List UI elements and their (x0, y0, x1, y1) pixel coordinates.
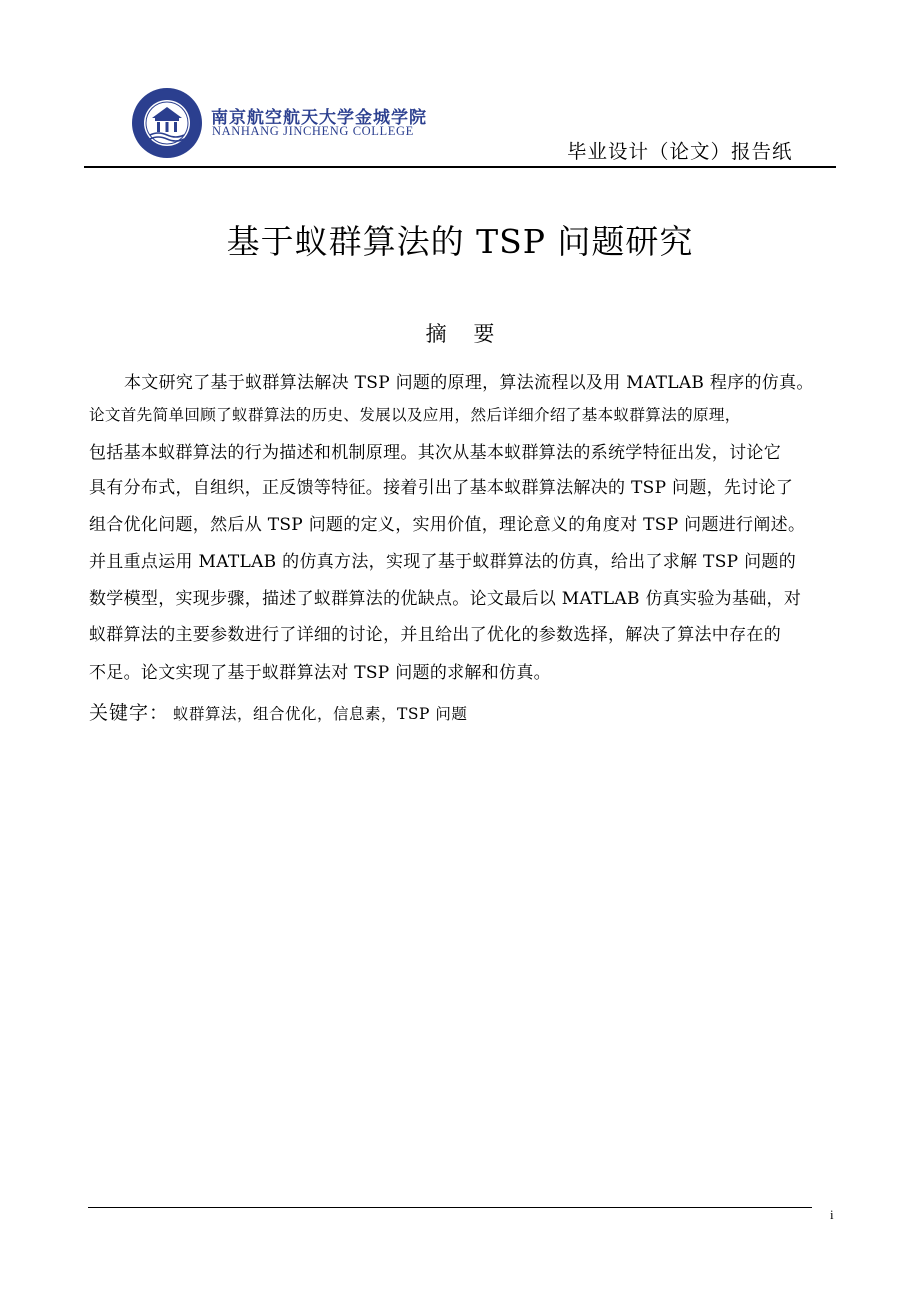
abstract-line: 不足。论文实现了基于蚁群算法对 TSP 问题的求解和仿真。 (89, 663, 551, 683)
report-label: 毕业设计（论文）报告纸 (567, 140, 793, 163)
abstract-line: 组合优化问题，然后从 TSP 问题的定义，实用价值，理论意义的角度对 TSP 问题进行阐述。 (89, 515, 806, 535)
keywords (89, 698, 467, 725)
page-header (0, 0, 920, 170)
school-name-en: NANHANG JINCHENG COLLEGE (212, 124, 414, 138)
abstract-line: 具有分布式，自组织，正反馈等特征。接着引出了基本蚁群算法解决的 TSP 问题，先讨论了 (89, 478, 794, 498)
abstract-line: 本文研究了基于蚁群算法解决 TSP 问题的原理，算法流程以及用 MATLAB 程序的仿真。 (124, 373, 814, 393)
abstract-line: 包括基本蚁群算法的行为描述和机制原理。其次从基本蚁群算法的系统学特征出发，讨论它 (89, 443, 781, 463)
footer-divider (88, 1207, 812, 1208)
abstract-line: 数学模型，实现步骤，描述了蚁群算法的优缺点。论文最后以 MATLAB 仿真实验为基础，对 (89, 589, 802, 609)
college-seal-icon (132, 88, 202, 158)
abstract-line: 蚁群算法的主要参数进行了详细的讨论，并且给出了优化的参数选择，解决了算法中存在的 (89, 625, 781, 645)
page-number: i (830, 1207, 834, 1222)
document-title: 基于蚁群算法的 TSP 问题研究 (226, 222, 694, 261)
keywords-label: 关键字： (89, 702, 170, 724)
abstract-heading: 摘 要 (425, 322, 495, 346)
abstract-line: 论文首先简单回顾了蚁群算法的历史、发展以及应用，然后详细介绍了基本蚁群算法的原理， (89, 406, 741, 424)
header-divider (84, 166, 836, 168)
school-name-cn: 南京航空航天大学金城学院 (211, 108, 427, 128)
abstract-line: 并且重点运用 MATLAB 的仿真方法，实现了基于蚁群算法的仿真，给出了求解 TSP 问题的 (89, 552, 796, 572)
keywords-values: 蚁群算法，组合优化，信息素，TSP 问题 (173, 705, 468, 723)
